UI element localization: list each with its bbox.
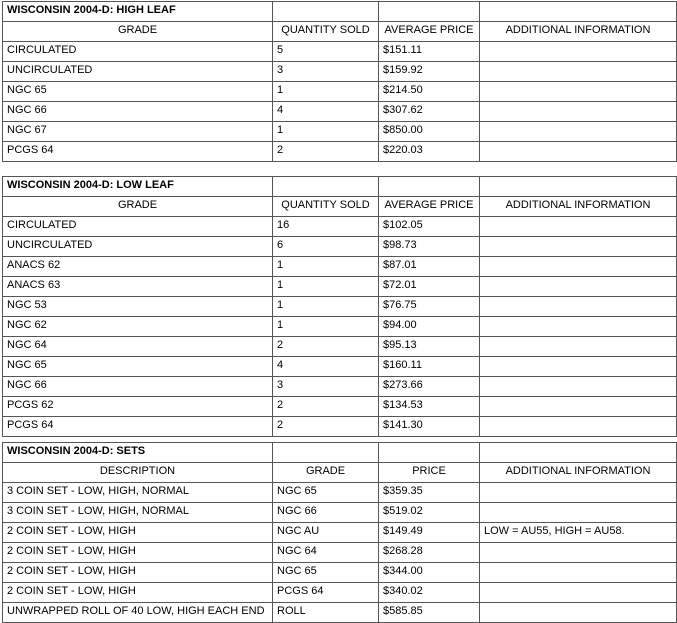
table-cell: 4 [273,357,379,377]
table-cell: ANACS 63 [3,277,273,297]
table-row [3,417,677,437]
table-cell: $159.92 [379,62,480,82]
empty-cell [273,177,379,197]
table-row [3,583,677,603]
table-cell: UNCIRCULATED [3,62,273,82]
table-cell: 1 [273,257,379,277]
column-header: PRICE [379,463,480,483]
table-cell: NGC 65 [3,82,273,102]
table-cell: ANACS 62 [3,257,273,277]
low-leaf-table [2,176,677,437]
table-cell [480,583,677,603]
title-row [3,177,677,197]
table-row [3,257,677,277]
table-cell: 2 [273,142,379,162]
title-row [3,2,677,22]
table-cell: CIRCULATED [3,42,273,62]
table-cell: 5 [273,42,379,62]
table-cell [480,277,677,297]
column-header: GRADE [3,22,273,42]
table-cell: NGC 64 [3,337,273,357]
table-title: WISCONSIN 2004-D: HIGH LEAF [3,2,273,22]
table-cell: $268.28 [379,543,480,563]
table-cell [480,543,677,563]
column-header: AVERAGE PRICE [379,22,480,42]
table-cell [480,603,677,623]
column-header: QUANTITY SOLD [273,22,379,42]
table-row [3,277,677,297]
table-cell: 2 COIN SET - LOW, HIGH [3,563,273,583]
table-cell: CIRCULATED [3,217,273,237]
table-cell: 3 COIN SET - LOW, HIGH, NORMAL [3,503,273,523]
table-cell: 4 [273,102,379,122]
table-row [3,543,677,563]
table-row [3,483,677,503]
title-row [3,443,677,463]
table-row [3,142,677,162]
empty-cell [480,177,677,197]
empty-cell [379,177,480,197]
table-title: WISCONSIN 2004-D: LOW LEAF [3,177,273,197]
table-cell: NGC 66 [273,503,379,523]
table-row [3,237,677,257]
table-cell: $76.75 [379,297,480,317]
empty-cell [480,2,677,22]
table-cell: $519.02 [379,503,480,523]
table-cell [480,217,677,237]
column-header: AVERAGE PRICE [379,197,480,217]
table-cell: NGC 65 [273,483,379,503]
table-cell: 6 [273,237,379,257]
table-cell [480,417,677,437]
table-row [3,377,677,397]
table-cell: $585.85 [379,603,480,623]
table-cell: NGC 53 [3,297,273,317]
table-cell: $98.73 [379,237,480,257]
table-cell: $95.13 [379,337,480,357]
column-header: ADDITIONAL INFORMATION [480,463,677,483]
table-cell: $214.50 [379,82,480,102]
column-header: ADDITIONAL INFORMATION [480,197,677,217]
table-cell: PCGS 62 [3,397,273,417]
table-row [3,122,677,142]
table-cell: NGC 65 [273,563,379,583]
column-header: ADDITIONAL INFORMATION [480,22,677,42]
table-cell: 16 [273,217,379,237]
table-row [3,42,677,62]
table-row [3,337,677,357]
table-cell: $134.53 [379,397,480,417]
table-cell [480,102,677,122]
table-row [3,523,677,543]
table-row [3,317,677,337]
table-row [3,563,677,583]
table-cell [480,357,677,377]
table-cell: PCGS 64 [3,417,273,437]
table-cell: $94.00 [379,317,480,337]
table-cell: $141.30 [379,417,480,437]
table-cell: $87.01 [379,257,480,277]
table-cell [480,563,677,583]
table-cell: 2 COIN SET - LOW, HIGH [3,523,273,543]
empty-cell [273,2,379,22]
high-leaf-table [2,1,677,162]
table-row [3,503,677,523]
table-cell: 2 COIN SET - LOW, HIGH [3,583,273,603]
table-cell: 1 [273,82,379,102]
table-cell: 3 [273,62,379,82]
table-title: WISCONSIN 2004-D: SETS [3,443,273,463]
table-cell [480,317,677,337]
table-cell: $72.01 [379,277,480,297]
table-cell: 2 [273,417,379,437]
table-cell: $850.00 [379,122,480,142]
column-header: GRADE [3,197,273,217]
table-cell: $307.62 [379,102,480,122]
table-row [3,217,677,237]
table-cell: 1 [273,122,379,142]
table-cell: NGC AU [273,523,379,543]
empty-cell [480,443,677,463]
header-row [3,22,677,42]
table-cell: $359.35 [379,483,480,503]
table-cell: 2 COIN SET - LOW, HIGH [3,543,273,563]
table-cell: 3 [273,377,379,397]
table-cell: NGC 67 [3,122,273,142]
table-cell: PCGS 64 [273,583,379,603]
table-cell [480,377,677,397]
table-row [3,62,677,82]
table-cell: NGC 64 [273,543,379,563]
table-cell: 1 [273,277,379,297]
table-row [3,82,677,102]
table-cell [480,483,677,503]
table-cell: LOW = AU55, HIGH = AU58. [480,523,677,543]
empty-cell [379,443,480,463]
header-row [3,463,677,483]
table-cell: $340.02 [379,583,480,603]
table-cell [480,42,677,62]
table-row [3,102,677,122]
table-cell: $344.00 [379,563,480,583]
sets-table [2,442,677,623]
table-cell [480,142,677,162]
column-header: GRADE [273,463,379,483]
table-cell: UNWRAPPED ROLL OF 40 LOW, HIGH EACH END [3,603,273,623]
column-header: QUANTITY SOLD [273,197,379,217]
column-header: DESCRIPTION [3,463,273,483]
table-cell: $149.49 [379,523,480,543]
table-cell [480,297,677,317]
table-cell: NGC 66 [3,377,273,397]
table-cell: 3 COIN SET - LOW, HIGH, NORMAL [3,483,273,503]
table-cell [480,122,677,142]
table-cell: $151.11 [379,42,480,62]
table-cell [480,82,677,102]
empty-cell [273,443,379,463]
table-cell: 2 [273,337,379,357]
table-cell [480,62,677,82]
table-cell: $273.66 [379,377,480,397]
table-cell: 1 [273,317,379,337]
table-cell [480,397,677,417]
table-cell [480,257,677,277]
table-row [3,357,677,377]
table-cell: $102.05 [379,217,480,237]
table-cell: PCGS 64 [3,142,273,162]
table-cell: NGC 65 [3,357,273,377]
table-row [3,603,677,623]
table-cell: NGC 62 [3,317,273,337]
table-cell [480,237,677,257]
table-cell: $160.11 [379,357,480,377]
table-row [3,397,677,417]
table-cell [480,337,677,357]
table-cell: UNCIRCULATED [3,237,273,257]
table-row [3,297,677,317]
table-cell [480,503,677,523]
table-cell: ROLL [273,603,379,623]
table-cell: $220.03 [379,142,480,162]
table-cell: 2 [273,397,379,417]
table-cell: NGC 66 [3,102,273,122]
header-row [3,197,677,217]
empty-cell [379,2,480,22]
table-cell: 1 [273,297,379,317]
